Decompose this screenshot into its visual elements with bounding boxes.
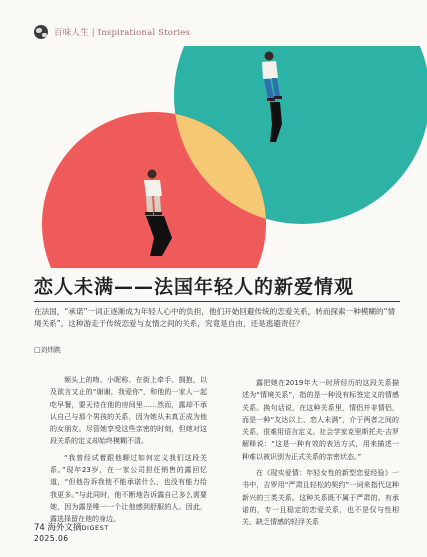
page-number: 74	[34, 523, 45, 533]
globe-icon	[34, 25, 48, 39]
paragraph: 露把她在2019年大一时所经历的这段关系描述为“情境关系”，指的是一种没有标签定义的情感关系。换句话说，在这种关系里，情侣并非情侣，而是一种“友达以上、恋人未满”，介于两者之间的关系，很难用语言定义。社会学家克里斯托夫·吉罗解释说：“这是一种有效的表达方式，用来描述一种难以被识别为正式关系的亲密状态。”	[242, 379, 399, 461]
paragraph: “我曾经试着跟他聊过如何定义我们这段关系。”现年23岁，在一家公司担任销售的露回忆道，“但他告诉我他不能承诺什么，也没有能力给我更多。”与此同时，他不断地告诉露自己多么需要她，因为露是唯一一个让他感到舒服的人。因此，露选择留在他的身边。	[50, 453, 207, 524]
article-lead: 在法国，“承诺”一词正逐渐成为年轻人心中的负担，他们开始回避传统的恋爱关系，转而探索一种模糊的“情境关系”。这种游走于传统恋爱与友情之间的关系，究竟是自由，还是逃避责任？	[34, 307, 396, 329]
magazine-name: 海外文摘	[47, 523, 82, 533]
page-footer	[34, 521, 109, 543]
overlapping-circles-illustration	[34, 46, 427, 268]
author-byline: □刘炜跳	[34, 346, 61, 354]
body-column-right	[242, 377, 399, 533]
article-title: 恋人未满——法国年轻人的新爱情观	[34, 276, 355, 298]
title-rule	[34, 301, 400, 302]
paragraph: 频头上的吻、小昵称、在街上牵手、拥抱，以及欲言又止的“谢谢，我爱你”，和他的一家人一起吃早餐，要天待在他的房间里……然而，露却不承认自己与那个男孩的关系，因为她从未真正成为他的女朋友。尽管她享受这些亲密的时刻，但她对这段关系的定义却始终模糊不清。	[50, 376, 207, 446]
magazine-brand: DIGEST	[81, 524, 109, 532]
column-label: 百味人生 | Inspirational Stories	[54, 28, 191, 38]
article-illustration	[34, 46, 427, 268]
paragraph: 在《现实爱情：年轻女性的新型恋爱经验》一书中，吉罗用“严肃且轻松的契约”一词来指代这种新兴的三类关系。这种关系既不属于严肃的、有承诺的，专一且稳定的恋爱关系，也不是仅与性相关、缺乏情感的轻浮关系	[242, 469, 399, 527]
issue-date: 2025.06	[34, 534, 69, 543]
body-column-left	[50, 374, 207, 530]
folio	[34, 521, 109, 533]
column-header	[34, 24, 190, 40]
